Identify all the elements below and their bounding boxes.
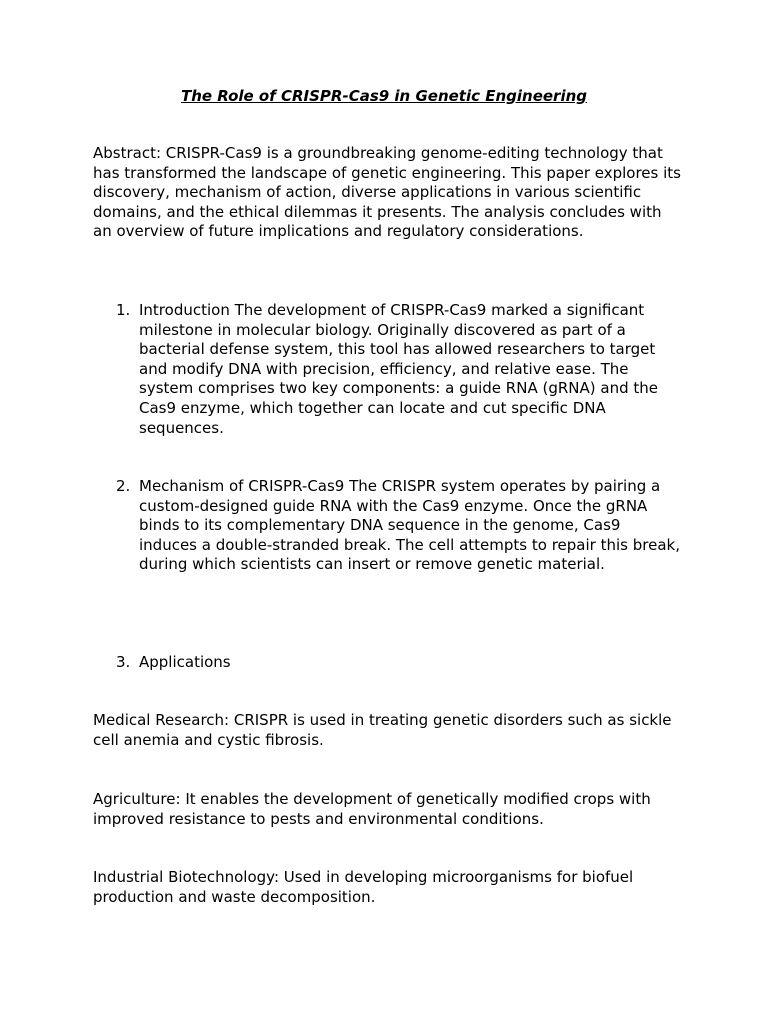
list-item-text: Mechanism of CRISPR-Cas9 The CRISPR system operates by pairing a custom-designed guide RNA with the Cas9 enzyme. Once the gRNA binds to its complementary DNA sequence in the genome, Cas9 induces a double-stranded break. The cell attempts to repair this break, during which scientists can insert or remove genetic material. <box>139 477 680 574</box>
list-number: 2. <box>116 477 131 495</box>
list-item-applications <box>93 653 683 673</box>
list-number: 1. <box>116 301 131 319</box>
application-industrial-paragraph: Industrial Biotechnology: Used in developing microorganisms for biofuel production and waste decomposition. <box>93 868 634 906</box>
application-medical-paragraph: Medical Research: CRISPR is used in treating genetic disorders such as sickle cell anemia and cystic fibrosis. <box>93 711 672 749</box>
list-item-introduction <box>93 301 683 438</box>
application-agriculture-paragraph: Agriculture: It enables the development of genetically modified crops with improved resistance to pests and environmental conditions. <box>93 790 651 828</box>
list-item-mechanism <box>93 477 683 575</box>
abstract-paragraph: Abstract: CRISPR-Cas9 is a groundbreaking genome-editing technology that has transformed the landscape of genetic engineering. This paper explores its discovery, mechanism of action, diverse applications in various scientific domains, and the ethical dilemmas it presents. The analysis concludes with an overview of future implications and regulatory considerations. <box>93 144 681 241</box>
list-number: 3. <box>116 653 131 671</box>
list-item-text: Applications <box>139 653 231 671</box>
document-title: The Role of CRISPR-Cas9 in Genetic Engineering <box>180 87 588 105</box>
list-item-text: Introduction The development of CRISPR-Cas9 marked a significant milestone in molecular biology. Originally discovered as part of a bacterial defense system, this tool has allowed researchers to target and modify DNA with precision, efficiency, and relative ease. The system comprises two key components: a guide RNA (gRNA) and the Cas9 enzyme, which together can locate and cut specific DNA sequences. <box>139 301 658 437</box>
